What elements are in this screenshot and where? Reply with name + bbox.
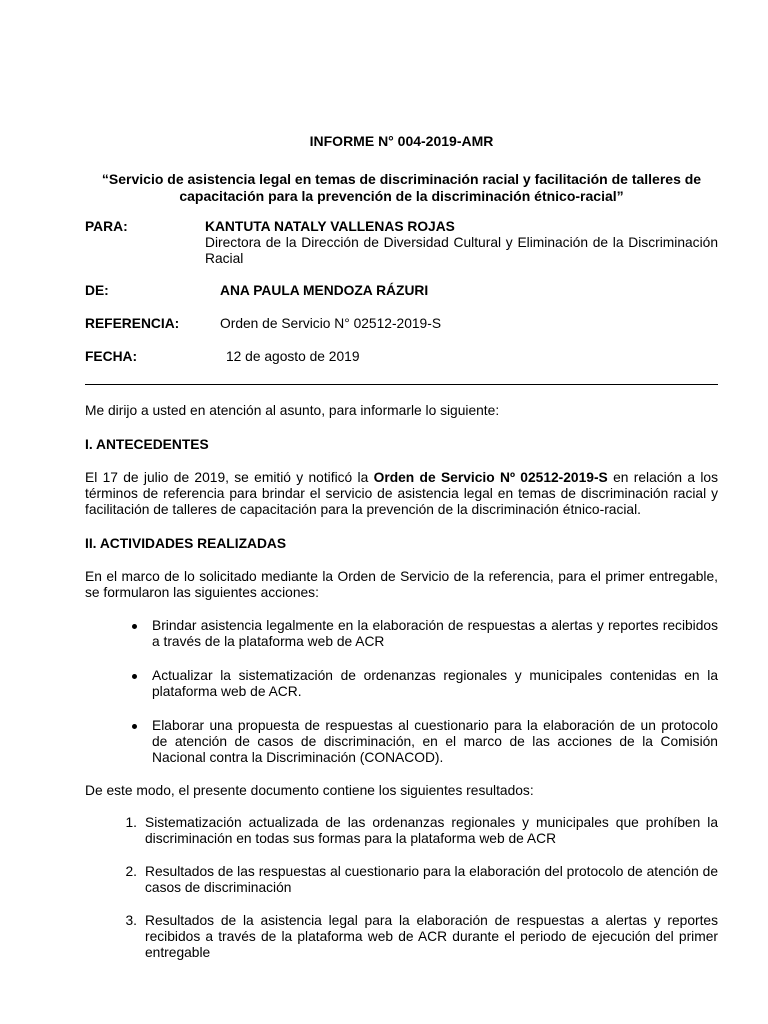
- header-referencia-row: [85, 316, 718, 332]
- section-actividades-heading: II. ACTIVIDADES REALIZADAS: [85, 536, 287, 551]
- referencia-label: REFERENCIA:: [85, 316, 180, 331]
- list-item: [85, 815, 718, 847]
- para-name: KANTUTA NATALY VALLENAS ROJAS: [205, 219, 455, 234]
- actions-bullet-list: [85, 618, 718, 766]
- header-fecha-row: [85, 349, 718, 365]
- antecedentes-text-start: El 17 de julio de 2019, se emitió y notificó la: [85, 470, 374, 485]
- list-item: [85, 668, 718, 700]
- header-para-row: [85, 219, 718, 267]
- header-de-row: [85, 283, 718, 299]
- para-label: PARA:: [85, 219, 128, 234]
- section-antecedentes-heading: I. ANTECEDENTES: [85, 437, 209, 452]
- bullet-text: Elaborar una propuesta de respuestas al cuestionario para la elaboración de un protocolo de atención de casos de discriminación, en el marco de las acciones de la Comisión Nacional contra la Discriminación (CONACOD).: [152, 718, 718, 765]
- document-title: INFORME N° 004-2019-AMR: [309, 133, 494, 149]
- bullet-text: Actualizar la sistematización de ordenanzas regionales y municipales contenidas en la plataforma web de ACR.: [152, 668, 718, 699]
- antecedentes-paragraph: [85, 470, 718, 518]
- list-number: 2.: [125, 864, 137, 879]
- de-name: ANA PAULA MENDOZA RÁZURI: [220, 283, 429, 298]
- result-text: Resultados de la asistencia legal para la elaboración de respuestas a alertas y reportes recibidos a través de la plataforma web de ACR durante el periodo de ejecución del primer entregable: [145, 913, 718, 960]
- antecedentes-text-end: en relación a los términos de referencia para brindar el servicio de asistencia legal en temas de discriminación racial y facilitación de talleres de capacitación para la prevención de la discriminación étnico-racial.: [85, 470, 718, 517]
- results-numbered-list: [85, 815, 718, 961]
- bullet-text: Brindar asistencia legalmente en la elaboración de respuestas a alertas y reportes recibidos a través de la plataforma web de ACR: [152, 618, 718, 649]
- list-item: [85, 618, 718, 650]
- fecha-label: FECHA:: [85, 349, 138, 364]
- list-item: [85, 718, 718, 766]
- results-intro-paragraph: De este modo, el presente documento contiene los siguientes resultados:: [85, 783, 534, 798]
- actividades-intro-paragraph: En el marco de lo solicitado mediante la Orden de Servicio de la referencia, para el primer entregable, se formularon las siguientes acciones:: [85, 569, 718, 600]
- result-text: Resultados de las respuestas al cuestionario para la elaboración del protocolo de atención de casos de discriminación: [145, 864, 718, 895]
- result-text: Sistematización actualizada de las ordenanzas regionales y municipales que prohíben la discriminación en todas sus formas para la plataforma web de ACR: [145, 815, 718, 846]
- list-item: [85, 913, 718, 961]
- list-number: 3.: [125, 913, 137, 928]
- list-number: 1.: [125, 815, 137, 830]
- de-label: DE:: [85, 283, 109, 298]
- header-divider: [85, 384, 718, 385]
- para-value: [205, 219, 718, 267]
- orden-servicio-reference: Orden de Servicio Nº 02512-2019-S: [373, 470, 608, 485]
- document-page: [85, 133, 718, 961]
- para-position: Directora de la Dirección de Diversidad Cultural y Eliminación de la Discriminación Racial: [205, 235, 718, 266]
- bullet-icon: [132, 624, 137, 629]
- document-subtitle: “Servicio de asistencia legal en temas de discriminación racial y facilitación de talleres de capacitación para la prevención de la discriminación étnico-racial”: [101, 171, 702, 204]
- intro-paragraph: Me dirijo a usted en atención al asunto, para informarle lo siguiente:: [85, 403, 500, 418]
- bullet-icon: [132, 674, 137, 679]
- list-item: [85, 864, 718, 896]
- referencia-value: Orden de Servicio N° 02512-2019-S: [220, 316, 442, 331]
- bullet-icon: [132, 724, 137, 729]
- fecha-value: 12 de agosto de 2019: [226, 349, 360, 364]
